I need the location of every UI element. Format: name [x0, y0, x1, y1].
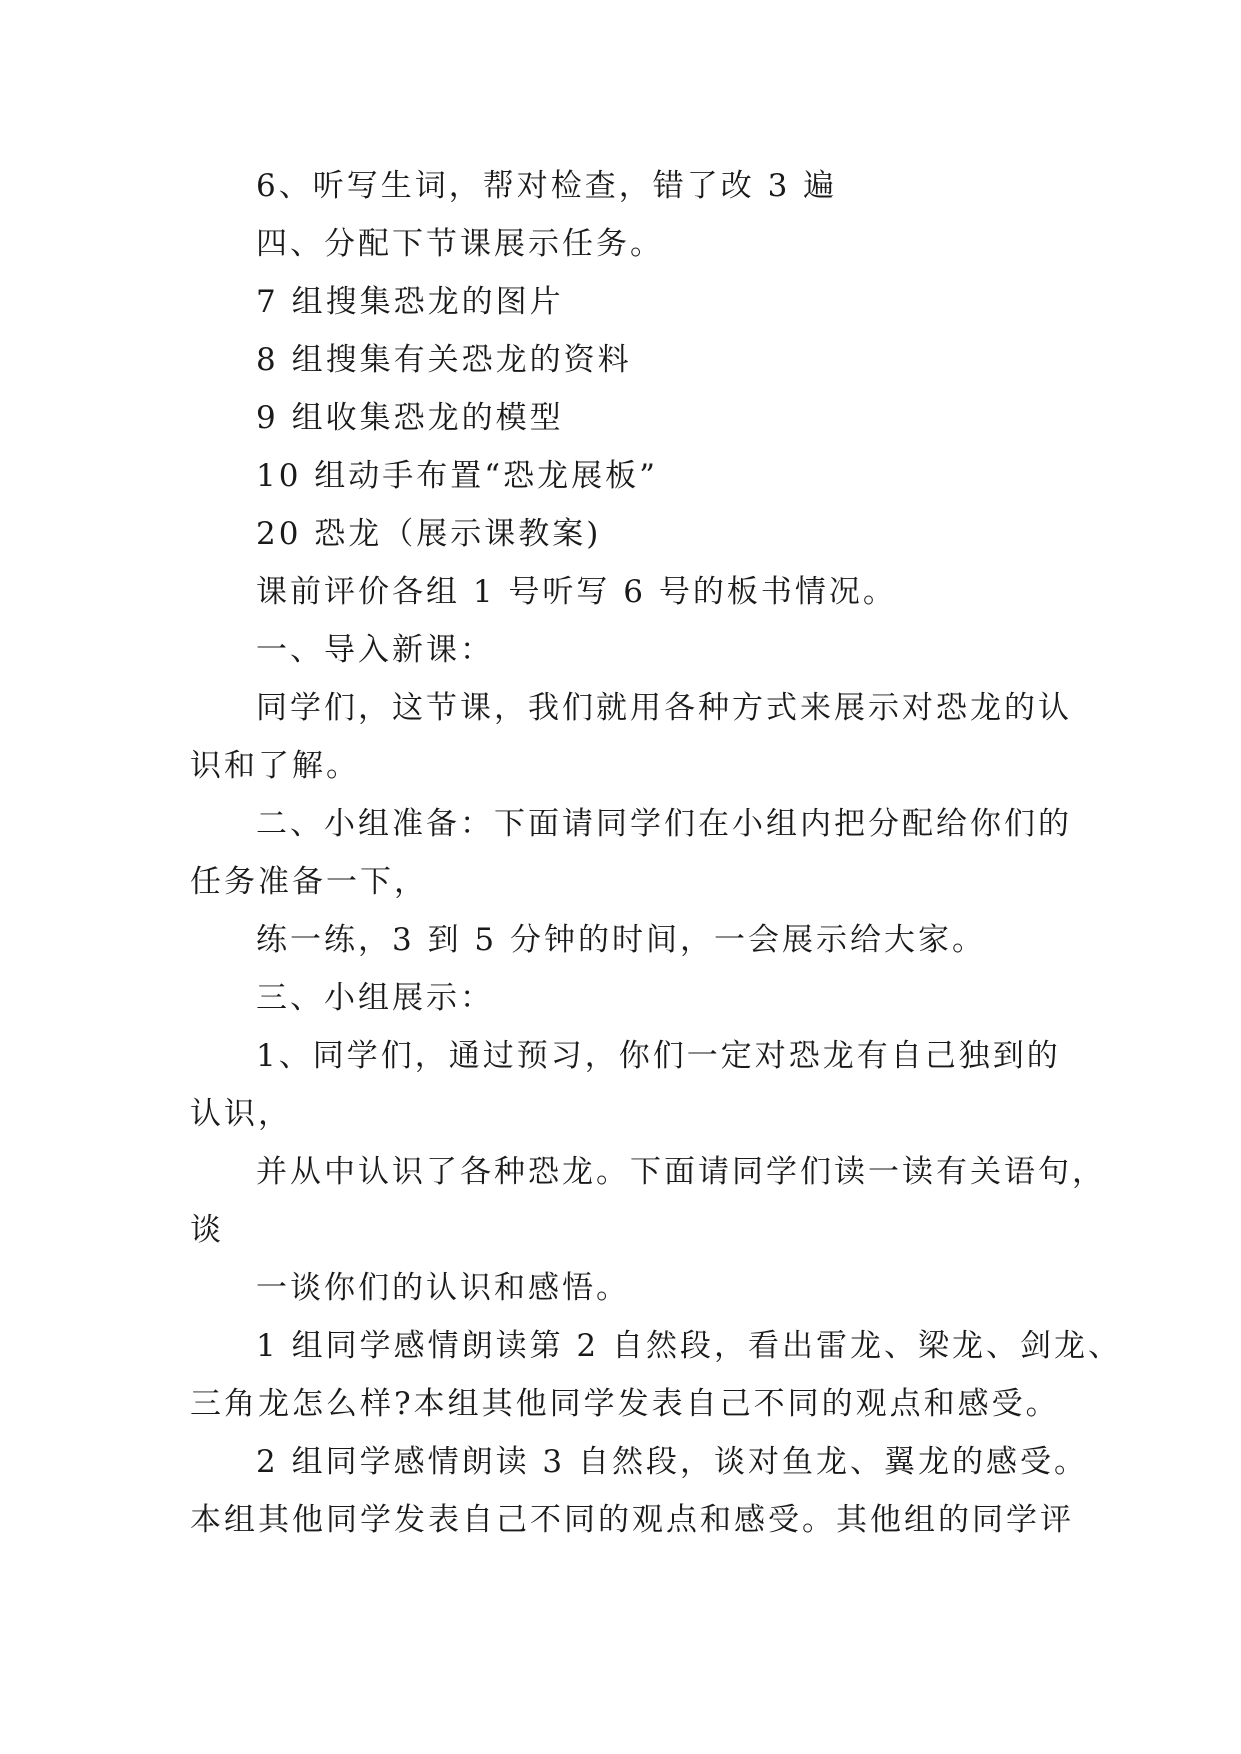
text-line: 识和了解。 [190, 748, 360, 784]
text-line: 任务准备一下， [190, 864, 428, 900]
text-line: 练一练，3 到 5 分钟的时间，一会展示给大家。 [256, 922, 987, 958]
text-line: 10 组动手布置“恐龙展板” [256, 458, 658, 494]
text-line: 二、小组准备：下面请同学们在小组内把分配给你们的 [256, 806, 1072, 842]
text-line: 一谈你们的认识和感悟。 [256, 1270, 630, 1306]
text-line: 四、分配下节课展示任务。 [256, 226, 664, 262]
text-line: 同学们，这节课，我们就用各种方式来展示对恐龙的认 [256, 690, 1072, 726]
text-line: 谈 [190, 1212, 224, 1248]
section-heading: 20 恐龙（展示课教案) [256, 516, 602, 552]
text-line: 9 组收集恐龙的模型 [256, 400, 564, 436]
text-line: 并从中认识了各种恐龙。下面请同学们读一读有关语句， [256, 1154, 1106, 1190]
text-line: 7 组搜集恐龙的图片 [256, 284, 564, 320]
text-line: 6、听写生词，帮对检查，错了改 3 遍 [256, 168, 838, 204]
text-line: 8 组搜集有关恐龙的资料 [256, 342, 632, 378]
text-line: 1 组同学感情朗读第 2 自然段，看出雷龙、梁龙、剑龙、 [256, 1328, 1123, 1364]
text-line: 1、同学们，通过预习，你们一定对恐龙有自己独到的 [256, 1038, 1061, 1074]
text-line: 本组其他同学发表自己不同的观点和感受。其他组的同学评 [190, 1502, 1074, 1538]
text-line: 三角龙怎么样?本组其他同学发表自己不同的观点和感受。 [190, 1386, 1060, 1422]
text-line: 一、导入新课： [256, 632, 494, 668]
text-line: 认识， [190, 1096, 292, 1132]
text-line: 课前评价各组 1 号听写 6 号的板书情况。 [256, 574, 897, 610]
text-line: 2 组同学感情朗读 3 自然段，谈对鱼龙、翼龙的感受。 [256, 1444, 1089, 1480]
text-line: 三、小组展示： [256, 980, 494, 1016]
